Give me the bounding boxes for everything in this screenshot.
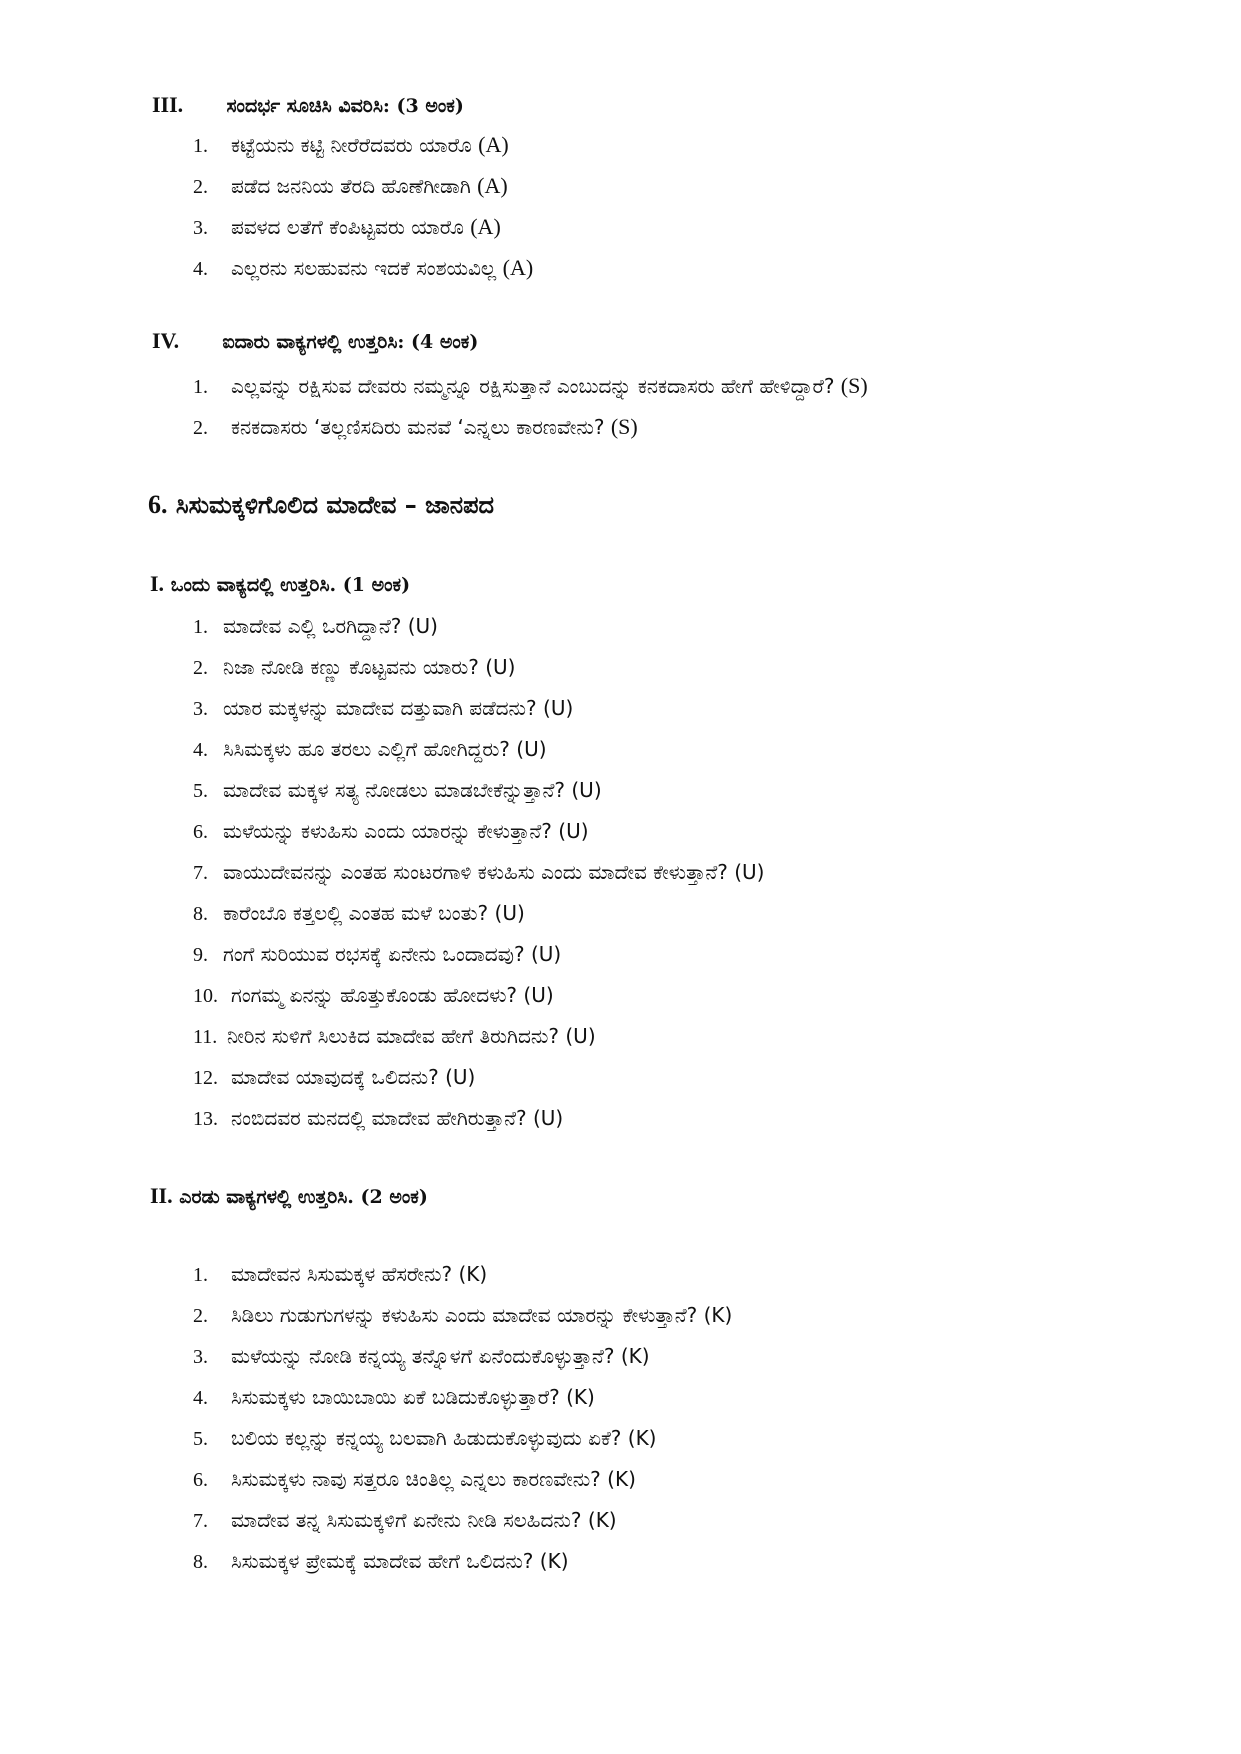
section-iii-title: ಸಂದರ್ಭ ಸೂಚಿಸಿ ವಿವರಿಸಿ: (3 ಅಂಕ) — [226, 95, 464, 117]
list-item: 1. ಮಾದೇವ ಎಲ್ಲಿ ಒರಗಿದ್ದಾನೆ? (U) — [193, 614, 438, 638]
part-i-heading — [150, 571, 410, 597]
part-ii-heading — [150, 1183, 428, 1209]
list-item: 9. ಗಂಗೆ ಸುರಿಯುವ ರಭಸಕ್ಕೆ ಏನೇನು ಒಂದಾದವು? (U) — [193, 942, 562, 966]
list-item: 7. ಮಾದೇವ ತನ್ನ ಸಿಸುಮಕ್ಕಳಿಗೆ ಏನೇನು ನೀಡಿ ಸಲಹಿದನು? (K) — [193, 1508, 617, 1532]
list-item: 4. ಎಲ್ಲರನು ಸಲಹುವನು ಇದಕೆ ಸಂಶಯವಿಲ್ಲ (A) — [193, 255, 534, 280]
section-iv-roman: IV. — [152, 328, 180, 353]
list-item: 3. ಮಳೆಯನ್ನು ನೋಡಿ ಕನ್ನಯ್ಯ ತನ್ನೊಳಗೆ ಏನೆಂದುಕೊಳ್ಳುತ್ತಾನೆ? (K) — [193, 1344, 650, 1368]
list-item: 4. ಸಿಸುಮಕ್ಕಳು ಬಾಯಿಬಾಯಿ ಏಕೆ ಬಡಿದುಕೊಳ್ಳುತ್ತಾರೆ? (K) — [193, 1385, 595, 1409]
list-item: 2. ಸಿಡಿಲು ಗುಡುಗುಗಳನ್ನು ಕಳುಹಿಸು ಎಂದು ಮಾದೇವ ಯಾರನ್ನು ಕೇಳುತ್ತಾನೆ? (K) — [193, 1303, 733, 1327]
chapter-number: 6. — [148, 490, 168, 519]
part-i-title: ಒಂದು ವಾಕ್ಯದಲ್ಲಿ ಉತ್ತರಿಸಿ. (1 ಅಂಕ) — [170, 574, 411, 596]
chapter-heading — [148, 490, 494, 520]
list-item: 8. ಸಿಸುಮಕ್ಕಳ ಪ್ರೇಮಕ್ಕೆ ಮಾದೇವ ಹೇಗೆ ಒಲಿದನು? (K) — [193, 1549, 569, 1573]
list-item: 2. ಪಡೆದ ಜನನಿಯ ತೆರದಿ ಹೊಣೆಗೀಡಾಗಿ (A) — [193, 173, 508, 198]
list-item: 3. ಪವಳದ ಲತೆಗೆ ಕೆಂಪಿಟ್ಟವರು ಯಾರೊ (A) — [193, 214, 501, 239]
list-item: 2. ಕನಕದಾಸರು ‘ತಲ್ಲಣಿಸದಿರು ಮನವೆ ‘ಎನ್ನಲು ಕಾರಣವೇನು? (S) — [193, 414, 638, 439]
part-i-roman: I. — [150, 571, 165, 596]
list-item: 6. ಮಳೆಯನ್ನು ಕಳುಹಿಸು ಎಂದು ಯಾರನ್ನು ಕೇಳುತ್ತಾನೆ? (U) — [193, 819, 589, 843]
list-item: 5. ಮಾದೇವ ಮಕ್ಕಳ ಸತ್ಯ ನೋಡಲು ಮಾಡಬೇಕೆನ್ನುತ್ತಾನೆ? (U) — [193, 778, 602, 802]
list-item: 5. ಬಲಿಯ ಕಲ್ಲನ್ನು ಕನ್ನಯ್ಯ ಬಲವಾಗಿ ಹಿಡುದುಕೊಳ್ಳುವುದು ಏಕೆ? (K) — [193, 1426, 657, 1450]
list-item: 4. ಸಿಸಿಮಕ್ಕಳು ಹೂ ತರಲು ಎಲ್ಲಿಗೆ ಹೋಗಿದ್ದರು? (U) — [193, 737, 547, 761]
section-iii-heading — [152, 92, 464, 118]
list-item: 1. ಮಾದೇವನ ಸಿಸುಮಕ್ಕಳ ಹೆಸರೇನು? (K) — [193, 1262, 488, 1286]
list-item: 2. ನಿಜಾ ನೋಡಿ ಕಣ್ಣು ಕೊಟ್ಟವನು ಯಾರು? (U) — [193, 655, 516, 679]
list-item: 6. ಸಿಸುಮಕ್ಕಳು ನಾವು ಸತ್ತರೂ ಚಿಂತಿಲ್ಲ ಎನ್ನಲು ಕಾರಣವೇನು? (K) — [193, 1467, 636, 1491]
section-iv-title: ಐದಾರು ವಾಕ್ಯಗಳಲ್ಲಿ ಉತ್ತರಿಸಿ: (4 ಅಂಕ) — [222, 331, 479, 353]
chapter-title: ಸಿಸುಮಕ್ಕಳಿಗೊಲಿದ ಮಾದೇವ – ಜಾನಪದ — [175, 491, 494, 519]
list-item: 3. ಯಾರ ಮಕ್ಕಳನ್ನು ಮಾದೇವ ದತ್ತುವಾಗಿ ಪಡೆದನು? (U) — [193, 696, 574, 720]
list-item: 1. ಕಟ್ಟೆಯನು ಕಟ್ಟಿ ನೀರೆರೆದವರು ಯಾರೊ (A) — [193, 132, 509, 157]
section-iv-heading — [152, 328, 478, 354]
list-item: 12. ಮಾದೇವ ಯಾವುದಕ್ಕೆ ಒಲಿದನು? (U) — [193, 1065, 476, 1089]
list-item: 8. ಕಾರೆಂಬೊ ಕತ್ತಲಲ್ಲಿ ಎಂತಹ ಮಳೆ ಬಂತು? (U) — [193, 901, 525, 925]
list-item: 1. ಎಲ್ಲವನ್ನು ರಕ್ಷಿಸುವ ದೇವರು ನಮ್ಮನ್ನೂ ರಕ್ಷಿಸುತ್ತಾನೆ ಎಂಬುದನ್ನು ಕನಕದಾಸರು ಹೇಗೆ ಹೇಳಿದ್ದಾರೆ? (S) — [193, 373, 868, 398]
part-ii-roman: II. — [150, 1183, 173, 1208]
part-ii-title: ಎರಡು ವಾಕ್ಯಗಳಲ್ಲಿ ಉತ್ತರಿಸಿ. (2 ಅಂಕ) — [179, 1186, 428, 1208]
list-item: 10. ಗಂಗಮ್ಮ ಏನನ್ನು ಹೊತ್ತುಕೊಂಡು ಹೋದಳು? (U) — [193, 983, 554, 1007]
section-iii-roman: III. — [152, 92, 184, 117]
list-item: 11. ನೀರಿನ ಸುಳಿಗೆ ಸಿಲುಕಿದ ಮಾದೇವ ಹೇಗೆ ತಿರುಗಿದನು? (U) — [193, 1024, 596, 1048]
list-item: 7. ವಾಯುದೇವನನ್ನು ಎಂತಹ ಸುಂಟರಗಾಳಿ ಕಳುಹಿಸು ಎಂದು ಮಾದೇವ ಕೇಳುತ್ತಾನೆ? (U) — [193, 860, 765, 884]
list-item: 13. ನಂಬಿದವರ ಮನದಲ್ಲಿ ಮಾದೇವ ಹೇಗಿರುತ್ತಾನೆ? (U) — [193, 1106, 564, 1130]
